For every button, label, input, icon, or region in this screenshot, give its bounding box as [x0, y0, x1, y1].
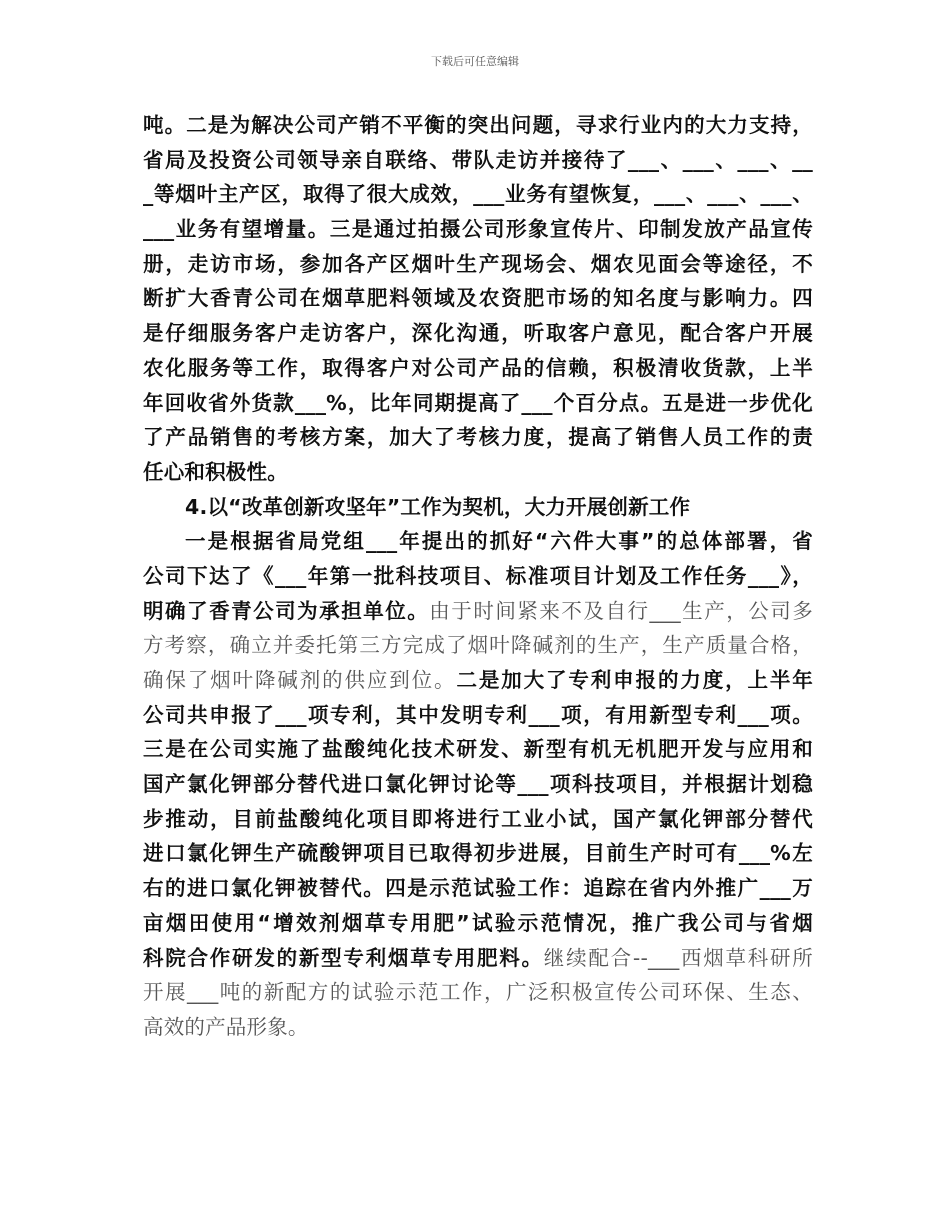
- text-line: [143, 490, 813, 525]
- text-line: [143, 663, 813, 698]
- text-line: [143, 1010, 813, 1045]
- text-line: [143, 420, 813, 455]
- text-segment: 进口氯化钾生产硫酸钾项目已取得初步进展，目前生产时可有___%左: [143, 841, 813, 866]
- text-segment: 册，走访市场，参加各产区烟叶生产现场会、烟农见面会等途径，不: [143, 251, 813, 276]
- text-line: [143, 767, 813, 802]
- text-line: [143, 108, 813, 143]
- text-segment: 是仔细服务客户走访客户，深化沟通，听取客户意见，配合客户开展: [143, 321, 813, 346]
- text-segment: 三是在公司实施了盐酸纯化技术研发、新型有机无机肥开发与应用和: [143, 737, 813, 762]
- text-line: [143, 802, 813, 837]
- page-header: 下载后可任意编辑: [431, 55, 519, 68]
- text-line: [143, 386, 813, 421]
- text-segment: _等烟叶主产区，取得了很大成效，___业务有望恢复，___、___、___、: [143, 182, 813, 207]
- text-segment: 步推动，目前盐酸纯化项目即将进行工业小试，国产氯化钾部分替代: [143, 806, 813, 831]
- text-segment: 年回收省外货款___%，比年同期提高了___个百分点。五是进一步优化: [143, 390, 813, 415]
- text-segment: 吨。二是为解决公司产销不平衡的突出问题，寻求行业内的大力支持，: [143, 113, 813, 137]
- text-line: [143, 177, 813, 212]
- text-segment: 二是加大了专利申报的力度，上半年: [456, 668, 813, 692]
- text-segment: 确保了烟叶降碱剂的供应到位。: [143, 668, 457, 692]
- text-line: [143, 559, 813, 594]
- text-segment: 方考察，确立并委托第三方完成了烟叶降碱剂的生产，生产质量合格，: [143, 633, 813, 658]
- text-line: [143, 247, 813, 282]
- text-segment: 了产品销售的考核方案，加大了考核力度，提高了销售人员工作的责: [143, 425, 813, 450]
- text-segment: 4.以“改革创新攻坚年”工作为契机，大力开展创新工作: [185, 494, 691, 519]
- text-line: [143, 143, 813, 178]
- text-segment: 开展___吨的新配方的试验示范工作，广泛积极宣传公司环保、生态、: [143, 980, 813, 1005]
- text-line: [143, 975, 813, 1010]
- text-segment: 公司共申报了___项专利，其中发明专利___项，有用新型专利___项。: [143, 702, 813, 727]
- text-segment: 省局及投资公司领导亲自联络、带队走访并接待了___、___、___、__: [143, 147, 813, 172]
- text-line: [143, 281, 813, 316]
- text-line: [143, 628, 813, 663]
- text-segment: 国产氯化钾部分替代进口氯化钾讨论等___项科技项目，并根据计划稳: [143, 772, 813, 797]
- text-line: [143, 906, 813, 941]
- text-line: [143, 351, 813, 386]
- text-segment: 科院合作研发的新型专利烟草专用肥料。: [143, 945, 544, 970]
- text-line: [143, 212, 813, 247]
- text-line: [143, 316, 813, 351]
- text-segment: 高效的产品形象。: [143, 1014, 309, 1039]
- text-segment: ___业务有望增量。三是通过拍摄公司形象宣传片、印制发放产品宣传: [143, 217, 813, 242]
- text-segment: 任心和积极性。: [143, 459, 288, 484]
- text-line: [143, 594, 813, 629]
- text-line: [143, 836, 813, 871]
- text-line: [143, 941, 813, 976]
- text-segment: 明确了香青公司为承担单位。: [143, 598, 430, 623]
- text-segment: 亩烟田使用“增效剂烟草专用肥”试验示范情况，推广我公司与省烟: [143, 910, 813, 935]
- text-segment: 继续配合--___西烟草科研所: [543, 945, 813, 970]
- text-segment: 一是根据省局党组___年提出的抓好“六件大事”的总体部署，省: [185, 529, 813, 554]
- text-line: [143, 871, 813, 906]
- text-line: [143, 698, 813, 733]
- document-body: [143, 108, 813, 1045]
- text-line: [143, 732, 813, 767]
- text-line: [143, 455, 813, 490]
- text-segment: 由于时间紧来不及自行___生产，公司多: [429, 598, 813, 623]
- text-segment: 断扩大香青公司在烟草肥料领域及农资肥市场的知名度与影响力。四: [143, 286, 813, 311]
- text-line: [143, 524, 813, 559]
- text-segment: 农化服务等工作，取得客户对公司产品的信赖，积极清收货款，上半: [143, 355, 813, 380]
- text-segment: 右的进口氯化钾被替代。四是示范试验工作：追踪在省内外推广___万: [143, 876, 813, 901]
- text-segment: 公司下达了《___年第一批科技项目、标准项目计划及工作任务___》，: [143, 563, 813, 588]
